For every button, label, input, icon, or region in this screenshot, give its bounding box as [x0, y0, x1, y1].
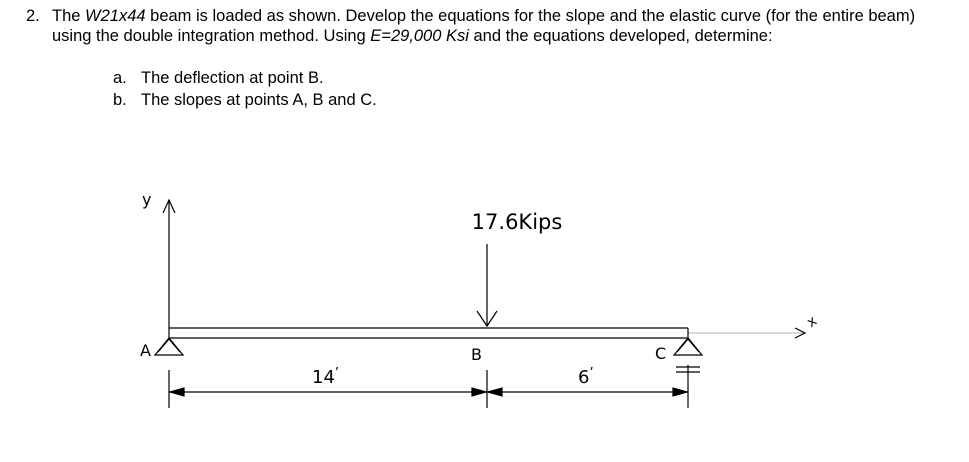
support-a: [155, 338, 183, 355]
y-axis: [163, 200, 175, 338]
point-b-label: B: [471, 345, 482, 364]
support-c: [674, 338, 702, 355]
load-label: 17.6Kips: [471, 210, 563, 234]
statement-post: and the equations developed, determine:: [468, 26, 773, 45]
point-load: [477, 244, 497, 326]
modulus-value: E=29,000 Ksi: [370, 26, 469, 45]
beam: [169, 328, 688, 338]
span-bc-label: 6’: [578, 366, 594, 388]
statement-mid: beam is loaded as shown. Develop the equations for the slope and the elastic curve (for the entire beam) using the double integration method. Using: [52, 7, 916, 45]
part-a-text: The deflection at point B.: [141, 69, 324, 87]
dimension-line: [169, 365, 700, 408]
statement-pre: The: [52, 7, 86, 25]
part-b-text: The slopes at points A, B and C.: [141, 91, 377, 109]
point-a-label: A: [140, 341, 151, 360]
point-c-label: C: [655, 344, 667, 363]
x-axis: [688, 328, 805, 338]
problem-number: 2.: [26, 7, 40, 25]
span-ab-label: 14’: [312, 366, 340, 388]
part-b-label: b.: [113, 91, 127, 109]
x-axis-label: x: [804, 312, 821, 331]
beam-section: W21x44: [85, 7, 146, 25]
part-a-label: a.: [113, 69, 127, 87]
y-axis-label: y: [142, 190, 152, 209]
